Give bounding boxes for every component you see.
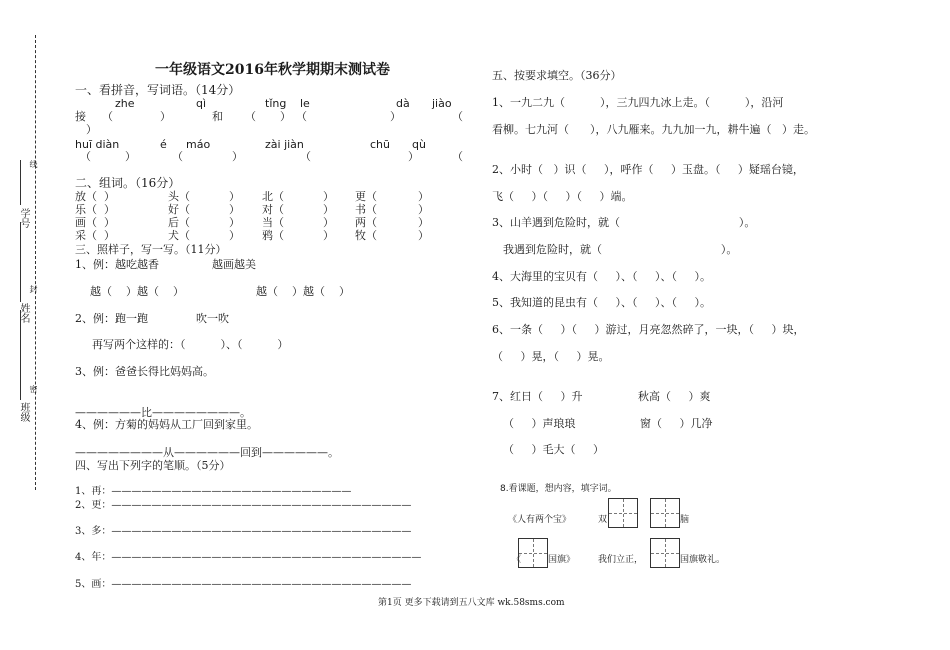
group-word-cell: ） (418, 190, 429, 203)
group-word-cell: 放（ (75, 190, 97, 203)
sec8-t2c: 我们立正， (598, 555, 644, 565)
pinyin: chū (370, 138, 390, 151)
group-word-cell: 对（ (262, 203, 284, 216)
page-footer: 第1页 更多下载请到五八文库 wk.58sms.com (378, 598, 565, 608)
group-word-cell: ） (104, 216, 115, 229)
tian-grid-box[interactable] (650, 538, 680, 568)
word-cell: （ (452, 150, 463, 163)
sec3-fill4: ————————从——————回到——————。 (75, 446, 339, 459)
pinyin: qì (196, 97, 207, 110)
group-word-cell: 两（ (355, 216, 377, 229)
group-word-cell: 好（ (168, 203, 190, 216)
word-cell: （ (296, 110, 307, 123)
word-cell: （ (102, 110, 113, 123)
group-word-cell: 头（ (168, 190, 190, 203)
sec5-q7c: （ ）声琅琅 (503, 417, 576, 430)
sec5-q1a: 1、一九二九（ ），三九四九冰上走。（ ），沿河 (492, 96, 784, 109)
group-word-cell: 更（ (355, 190, 377, 203)
group-word-cell: ） (104, 190, 115, 203)
binding-dashed-line (35, 35, 36, 490)
group-word-cell: ） (323, 190, 334, 203)
group-word-cell: ） (229, 190, 240, 203)
sec5-q2b: 飞（ ）（ ）（ ）端。 (492, 190, 633, 203)
word-cell: ） (390, 110, 401, 123)
seal-mi: 密 (29, 385, 38, 393)
pinyin: jiào (432, 97, 452, 110)
sec3-example4: 4、例：方菊的妈妈从工厂回到家里。 (75, 418, 258, 431)
group-word-cell: 乐（ (75, 203, 97, 216)
sec5-q4: 4、大海里的宝贝有（ ）、（ ）、（ ）。 (492, 270, 711, 283)
sec5-q3a: 3、山羊遇到危险时，就（ ）。 (492, 216, 756, 229)
word-cell: （ (300, 150, 311, 163)
name-underline (20, 222, 21, 302)
group-word-cell: ） (323, 229, 334, 242)
group-word-cell: 采（ (75, 229, 97, 242)
pinyin: zài jiàn (265, 138, 304, 151)
sec1-heading: 一、看拼音，写词语。（14分） (75, 83, 241, 97)
sec5-q7b: 秋高（ ）爽 (638, 390, 711, 403)
sec4-heading: 四、写出下列字的笔顺。（5分） (75, 459, 231, 472)
stroke-order-item: 5、画：—————————————————————————————— (75, 579, 412, 590)
pinyin: le (300, 97, 310, 110)
word-cell: ） (408, 150, 419, 163)
sec5-q7a: 7、红日（ ）升 (492, 390, 583, 403)
id-underline (20, 160, 21, 205)
sec3-example2: 2、例：跑一跑 (75, 312, 148, 325)
stroke-order-item: 3、多：—————————————————————————————— (75, 526, 412, 537)
pinyin: é (160, 138, 167, 151)
sec5-heading: 五、按要求填空。（36分） (492, 69, 622, 82)
sec3-example1b: 越画越美 (212, 258, 256, 271)
group-word-cell: 牧（ (355, 229, 377, 242)
word-cell: （ (80, 150, 91, 163)
sec5-q2a: 2、小时（ ）识（ ），呼作（ ）玉盘。（ ）疑瑶台镜， (492, 163, 804, 176)
sec3-example1: 1、例：越吃越香 (75, 258, 159, 271)
class-underline (20, 310, 21, 400)
sec5-q3b: 我遇到危险时，就（ ）。 (503, 243, 738, 256)
sec8-heading: 8.看课题，想内容，填字词。 (500, 484, 617, 494)
pinyin: máo (186, 138, 211, 151)
sec5-q7d: 窗（ ）几净 (640, 417, 713, 430)
page-title: 一年级语文2016年秋学期期末测试卷 (155, 62, 390, 78)
pinyin: qù (412, 138, 426, 151)
word-cell: ） (280, 110, 291, 123)
sec8-t2a: 《 (512, 555, 522, 565)
tian-grid-box[interactable] (518, 538, 548, 568)
group-word-cell: ） (229, 203, 240, 216)
tian-grid-box[interactable] (650, 498, 680, 528)
sec5-q5: 5、我知道的昆虫有（ ）、（ ）、（ ）。 (492, 296, 711, 309)
group-word-cell: 鸦（ (262, 229, 284, 242)
word-cell: ） (125, 150, 136, 163)
pinyin: tǐng (265, 97, 287, 110)
sec3-heading: 三、照样子，写一写。（11分） (75, 243, 227, 256)
group-word-cell: 当（ (262, 216, 284, 229)
group-word-cell: 北（ (262, 190, 284, 203)
group-word-cell: 后（ (168, 216, 190, 229)
group-word-cell: ） (104, 203, 115, 216)
name-label: 姓名 (18, 303, 29, 323)
word-cell: ） (160, 110, 171, 123)
group-word-cell: 书（ (355, 203, 377, 216)
sec5-q1b: 看柳。七九河（ ），八九雁来。九九加一九，耕牛遍（ ）走。 (492, 123, 815, 136)
group-word-cell: ） (323, 216, 334, 229)
word-cell: （ (245, 110, 256, 123)
group-word-cell: ） (104, 229, 115, 242)
sec2-heading: 二、组词。（16分） (75, 176, 181, 190)
sec5-q6b: （ ）晃，（ ）晃。 (492, 350, 610, 363)
word-cell: （ (452, 110, 463, 123)
tian-grid-box[interactable] (608, 498, 638, 528)
pinyin: zhe (115, 97, 135, 110)
pinyin: dà (396, 97, 410, 110)
sec3-fill1b: 越（ ）越（ ） (256, 285, 350, 298)
stroke-order-item: 4、年：——————————————————————————————— (75, 552, 422, 563)
word-cell: ） (86, 123, 97, 136)
sec8-t1b: 脑 (680, 515, 690, 525)
word-cell: （ (172, 150, 183, 163)
sec8-t1a: 双 (598, 515, 608, 525)
sec8-t2b: 国旗》 (548, 555, 576, 565)
group-word-cell: ） (323, 203, 334, 216)
group-word-cell: ） (229, 216, 240, 229)
word-cell: 接 (75, 110, 86, 123)
group-word-cell: ） (418, 203, 429, 216)
pinyin: huī diàn (75, 138, 120, 151)
sec5-q6a: 6、一条（ ）（ ）游过，月亮忽然碎了，一块，（ ）块， (492, 323, 805, 336)
stroke-order-item: 1、再：———————————————————————— (75, 486, 352, 497)
seal-feng: 封 (29, 285, 38, 293)
stroke-order-item: 2、更：—————————————————————————————— (75, 500, 412, 511)
sec3-fill2: 再写两个这样的：（ ）、（ ） (92, 338, 289, 351)
student-id-label: 学号 (18, 208, 29, 228)
group-word-cell: 犬（ (168, 229, 190, 242)
group-word-cell: 画（ (75, 216, 97, 229)
seal-xian: 线 (29, 160, 38, 168)
sec5-q7e: （ ）毛大（ ） (503, 443, 604, 456)
sec3-example2b: 吹一吹 (196, 312, 229, 325)
word-cell: ） (232, 150, 243, 163)
sec3-fill1a: 越（ ）越（ ） (90, 285, 184, 298)
class-label: 班级 (18, 402, 29, 422)
sec8-title1: 《人有两个宝》 (508, 515, 572, 525)
sec3-example3: 3、例：爸爸长得比妈妈高。 (75, 365, 214, 378)
sec8-t2d: 国旗敬礼。 (680, 555, 726, 565)
sec3-fill3: ——————比————————。 (75, 406, 251, 419)
group-word-cell: ） (229, 229, 240, 242)
word-cell: 和 (212, 110, 223, 123)
group-word-cell: ） (418, 229, 429, 242)
group-word-cell: ） (418, 216, 429, 229)
